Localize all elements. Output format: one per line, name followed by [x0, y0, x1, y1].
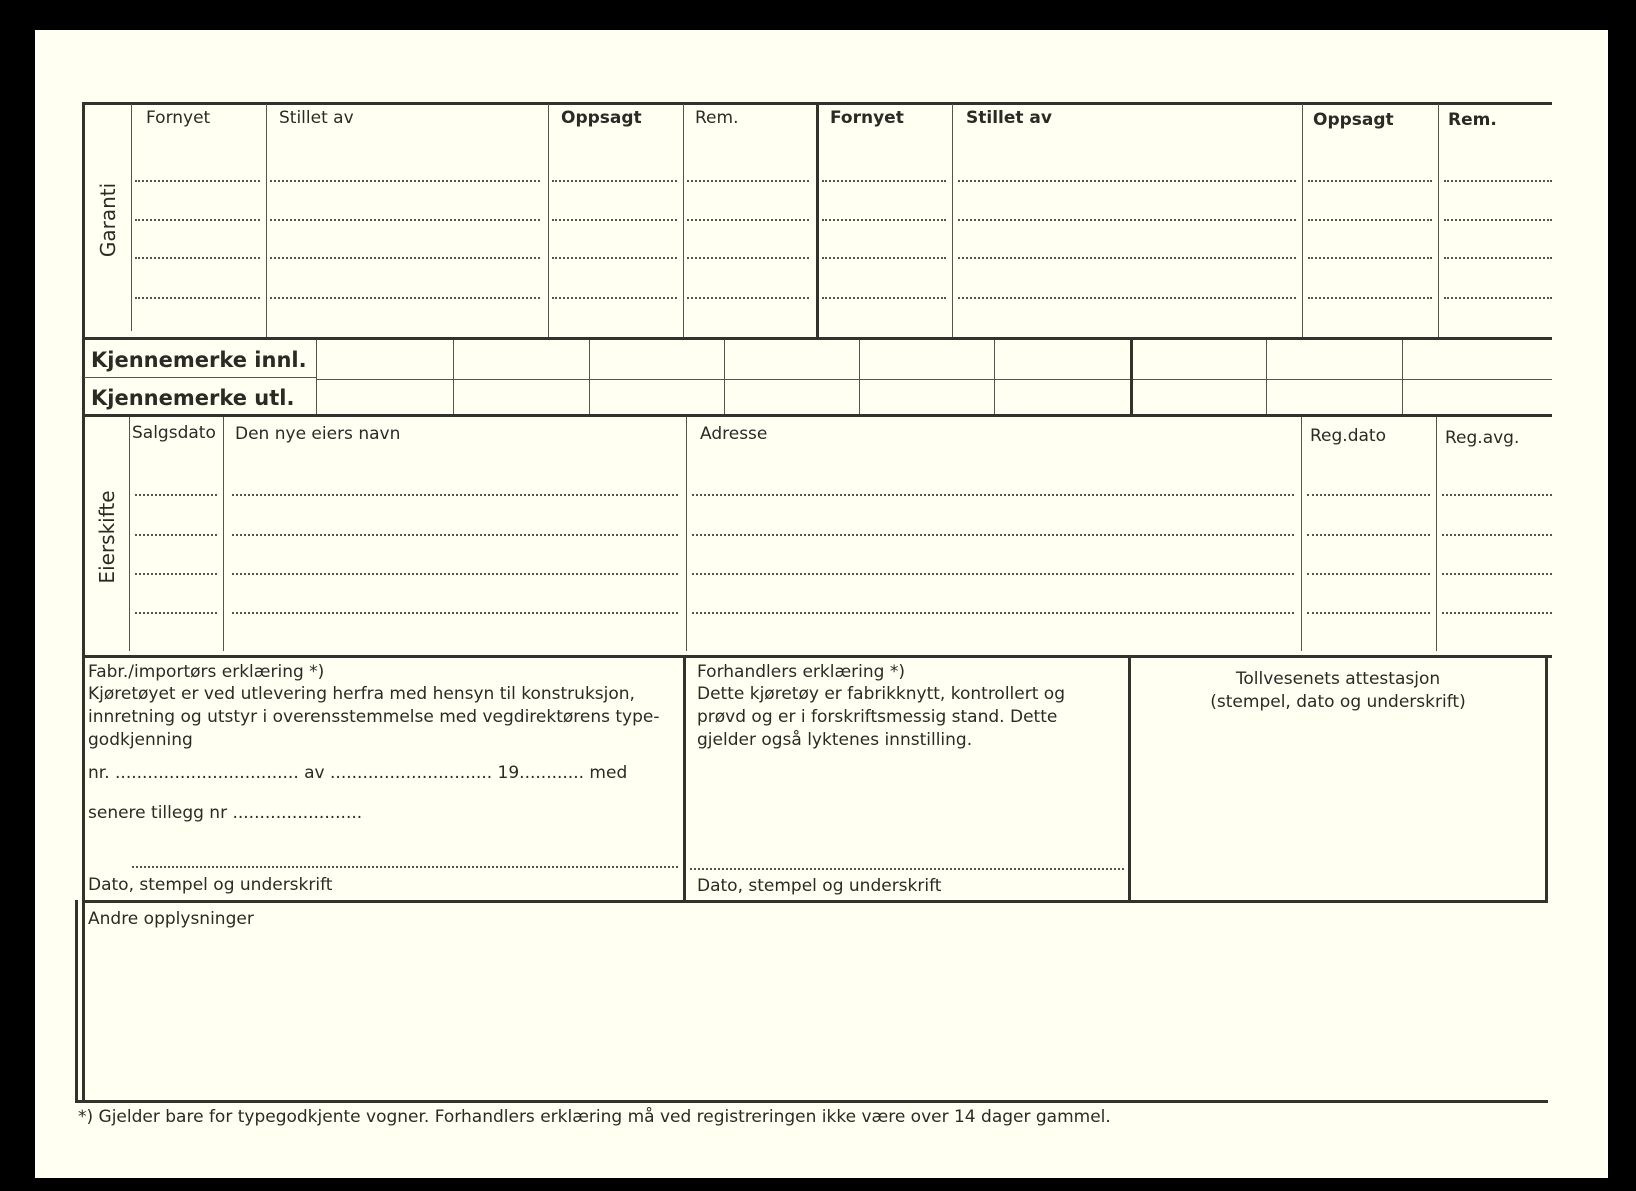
garanti-side-label: Garanti — [96, 182, 120, 258]
registration-card-back — [35, 30, 1608, 1178]
fabrikant-signature: Dato, stempel og underskrift — [88, 875, 333, 895]
garanti-col-rem: Rem. — [695, 108, 739, 128]
eierskifte-col-salgsdato: Salgsdato — [132, 423, 216, 443]
forhandler-line-1: Dette kjøretøy er fabrikknytt, kontrollert og — [697, 684, 1065, 704]
eierskifte-col-reg-avg: Reg.avg. — [1445, 428, 1520, 448]
fabrikant-tillegg-line: senere tillegg nr ........................ — [88, 803, 363, 823]
eierskifte-side-label: Eierskifte — [95, 490, 119, 584]
fabrikant-nr-line: nr. .................................. av .............................. 19............ med — [88, 763, 628, 783]
andre-opplysninger-label: Andre opplysninger — [88, 909, 254, 929]
garanti-col-rem-2: Rem. — [1448, 110, 1497, 130]
tollvesen-line-1: Tollvesenets attestasjon — [1235, 669, 1441, 689]
fabrikant-title: Fabr./importørs erklæring *) — [88, 662, 325, 682]
garanti-col-fornyet: Fornyet — [146, 108, 211, 128]
forhandler-signature: Dato, stempel og underskrift — [697, 876, 942, 896]
eierskifte-col-reg-dato: Reg.dato — [1310, 426, 1386, 446]
footnote: *) Gjelder bare for typegodkjente vogner. Forhandlers erklæring må ved registreringen ikke være over 14 dager gammel. — [78, 1107, 1111, 1127]
forhandler-title: Forhandlers erklæring *) — [697, 662, 905, 682]
fabrikant-line-2: innretning og utstyr i overensstemmelse med vegdirektørens type- — [88, 707, 660, 727]
eierskifte-col-navn: Den nye eiers navn — [235, 424, 401, 444]
tollvesen-block — [1132, 668, 1544, 714]
forhandler-line-3: gjelder også lyktenes innstilling. — [697, 730, 973, 750]
garanti-col-oppsagt: Oppsagt — [561, 108, 642, 128]
fabrikant-line-1: Kjøretøyet er ved utlevering herfra med hensyn til konstruksjon, — [88, 684, 635, 704]
tollvesen-line-2: (stempel, dato og underskrift) — [1210, 692, 1466, 712]
garanti-col-oppsagt-2: Oppsagt — [1313, 110, 1394, 130]
garanti-col-stillet-av: Stillet av — [279, 108, 354, 128]
fabrikant-body — [88, 683, 678, 752]
kjennemerke-utl-label: Kjennemerke utl. — [91, 386, 295, 410]
garanti-col-stillet-av-2: Stillet av — [966, 108, 1052, 128]
forhandler-line-2: prøvd og er i forskriftsmessig stand. Dette — [697, 707, 1058, 727]
kjennemerke-innl-label: Kjennemerke innl. — [91, 348, 307, 372]
eierskifte-col-adresse: Adresse — [700, 424, 768, 444]
garanti-col-fornyet-2: Fornyet — [830, 108, 904, 128]
forhandler-body — [697, 683, 1117, 752]
fabrikant-line-3: godkjenning — [88, 730, 193, 750]
